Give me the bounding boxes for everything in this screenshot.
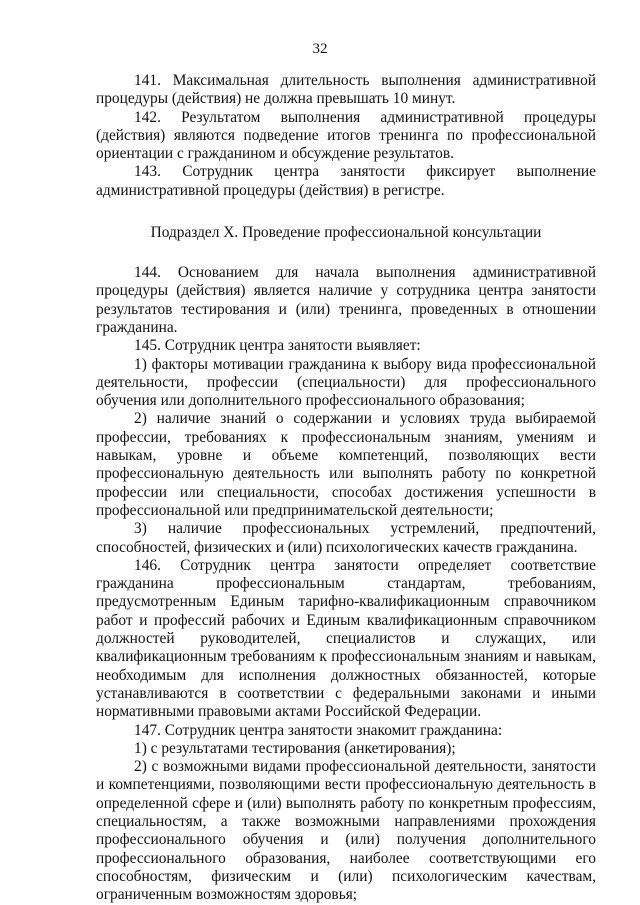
section-heading: Подраздел X. Проведение профессиональной консультации [150,224,542,242]
paragraph-147: 147. Сотрудник центра занятости знакомит гражданина: [134,721,503,739]
list-item-145-1: 1) факторы мотивации гражданина к выбору вида профессиональной деятельности, профессии (специальности) для профессионального обучения или дополнительного профессионального образования; [96,355,596,410]
paragraph-145: 145. Сотрудник центра занятости выявляет: [134,337,421,355]
paragraph-144: 144. Основанием для начала выполнения административной процедуры (действия) является наличие у сотрудника центра занятости результатов тестирования и (или) тренинга, проведенных в отношении гражданина. [96,264,596,336]
list-item-145-2: 2) наличие знаний о содержании и условиях труда выбираемой профессии, требованиях к профессиональным знаниям, умениям и навыкам, уровне и объеме компетенций, позволяющих вести профессиональную деятельность или выполнять работу по конкретной профессии или специальности, способах достижения успешности в профессиональной или предпринимательской деятельности; [96,410,596,519]
paragraph-141: 141. Максимальная длительность выполнения административной процедуры (действия) не должна превышать 10 минут. [96,72,596,108]
paragraph-146: 146. Сотрудник центра занятости определяет соответствие гражданина профессиональным стандартам, требованиям, предусмотренным Единым тарифно-квалификационным справочником работ и профессий рабочих и Единым квалификационным справочником должностей руководителей, специалистов и служащих, или квалификационным требованиям к профессиональным знаниям и навыкам, необходимым для исполнения должностных обязанностей, которые устанавливаются в соответствии с федеральными законами и иными нормативными правовыми актами Российской Федерации. [96,556,596,721]
list-item-147-1: 1) с результатами тестирования (анкетирования); [134,739,456,757]
document-body [96,72,596,904]
paragraph-143: 143. Сотрудник центра занятости фиксирует выполнение административной процедуры (действия) в регистре. [96,163,596,199]
list-item-145-3: 3) наличие профессиональных устремлений, предпочтений, способностей, физических и (или) психологических качеств гражданина. [96,520,596,556]
list-item-147-2: 2) с возможными видами профессиональной деятельности, занятости и компетенциями, позволяющими вести профессиональную деятельность в определенной сфере и (или) выполнять работу по конкретным профессиям, специальностям, а также возможными направлениями прохождения профессионального обучения и (или) получения дополнительного профессионального образования, наиболее соответствующими его способностям, физическим и (или) психологическим качествам, ограниченным возможностям здоровья; [96,758,596,904]
page-number: 32 [312,41,328,57]
paragraph-142: 142. Результатом выполнения административной процедуры (действия) являются подведение итогов тренинга по профессиональной ориентации с гражданином и обсуждение результатов. [96,108,596,163]
